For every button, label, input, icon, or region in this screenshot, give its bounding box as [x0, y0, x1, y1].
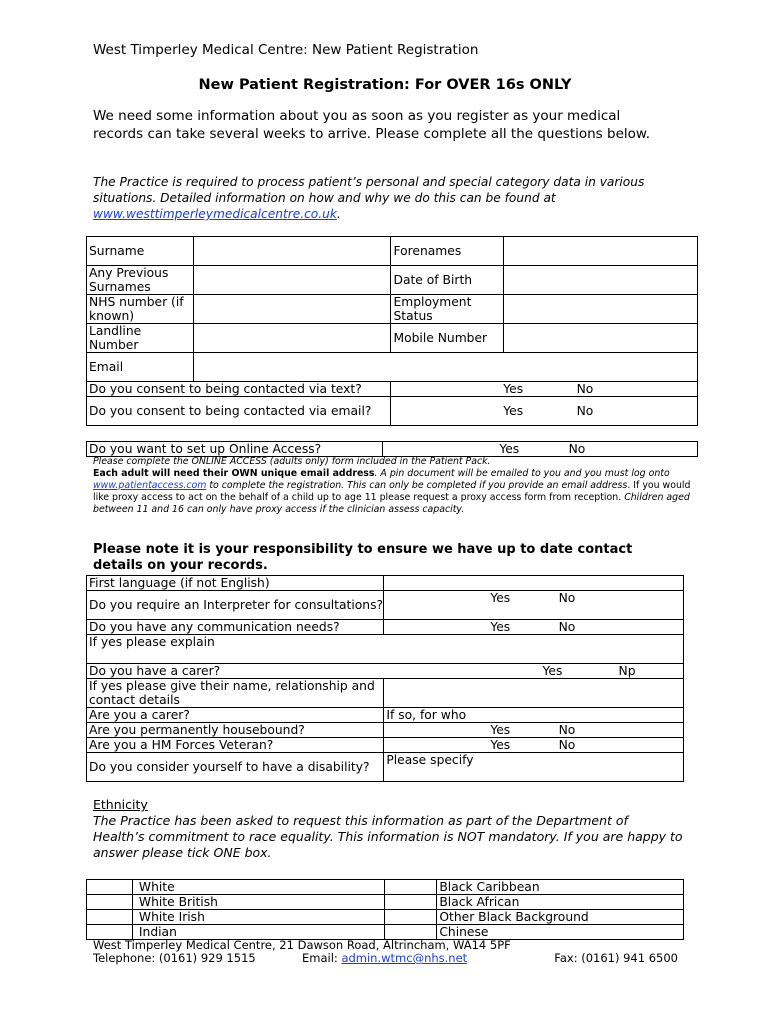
- nhs-number-field[interactable]: [193, 295, 391, 324]
- footer-email: [302, 952, 467, 965]
- consent-email-no[interactable]: No: [576, 404, 594, 418]
- carer-details-field[interactable]: [384, 679, 684, 708]
- privacy-end: .: [336, 207, 341, 221]
- housebound-yes[interactable]: Yes: [490, 723, 511, 737]
- needs-table: [86, 575, 684, 782]
- forenames-field[interactable]: [504, 237, 698, 266]
- page-footer: [93, 939, 678, 965]
- ethnicity-option: Chinese: [437, 925, 684, 940]
- online-access-options: [383, 442, 698, 457]
- communication-explain[interactable]: If yes please explain: [87, 635, 684, 664]
- footer-fax: Fax: (0161) 941 6500: [554, 951, 678, 965]
- housebound-question: Are you permanently housebound?: [87, 723, 384, 738]
- carer-for-who[interactable]: If so, for who: [384, 708, 684, 723]
- consent-email-yes[interactable]: Yes: [503, 404, 524, 418]
- page-header: West Timperley Medical Centre: New Patient Registration: [93, 42, 479, 58]
- veteran-question: Are you a HM Forces Veteran?: [87, 738, 384, 753]
- housebound-no[interactable]: No: [558, 723, 576, 737]
- carer-question-row: [87, 664, 684, 679]
- ethnicity-option: White British: [132, 895, 385, 910]
- ethnicity-option: White: [132, 880, 385, 895]
- email-field[interactable]: [193, 353, 697, 382]
- communication-question: Do you have any communication needs?: [87, 620, 384, 635]
- ethnicity-checkbox[interactable]: [385, 880, 437, 895]
- online-info-line2b: to complete the registration. This can only be completed if you provide an email address: [206, 480, 628, 491]
- online-access-no[interactable]: No: [568, 442, 586, 456]
- housebound-options: [384, 723, 684, 738]
- communication-options: [384, 620, 684, 635]
- patient-access-link[interactable]: www.patientaccess.com: [93, 480, 207, 491]
- forenames-label: Forenames: [391, 237, 504, 266]
- surname-field[interactable]: [193, 237, 391, 266]
- online-info-line3a: . If you would like proxy access to act on the behalf of a child up to age 11 please request a proxy access form from reception.: [93, 480, 691, 503]
- ethnicity-option: Other Black Background: [437, 910, 684, 925]
- ethnicity-checkbox[interactable]: [87, 910, 133, 925]
- previous-surnames-field[interactable]: [193, 266, 391, 295]
- interpreter-no[interactable]: No: [558, 591, 576, 605]
- ethnicity-option: White Irish: [132, 910, 385, 925]
- ethnicity-option: Indian: [132, 925, 385, 940]
- consent-email-question: Do you consent to being contacted via email?: [87, 397, 391, 426]
- consent-text-options: [391, 382, 698, 397]
- online-access-table: [86, 441, 698, 457]
- ethnicity-text: The Practice has been asked to request this information as part of the Department of Health’s commitment to race equality. This information is NOT mandatory. If you are happy to answer please tick ONE box.: [93, 813, 683, 860]
- online-access-yes[interactable]: Yes: [499, 442, 520, 456]
- landline-field[interactable]: [193, 324, 391, 353]
- footer-email-label: Email:: [302, 951, 342, 965]
- ethnicity-checkbox[interactable]: [385, 895, 437, 910]
- mobile-field[interactable]: [504, 324, 698, 353]
- carer-question: Do you have a carer?: [89, 664, 221, 678]
- footer-contact: [93, 952, 678, 965]
- privacy-notice: [93, 174, 673, 222]
- veteran-no[interactable]: No: [558, 738, 576, 752]
- form-title: New Patient Registration: For OVER 16s ONLY: [198, 77, 572, 93]
- carer-details-label: If yes please give their name, relationship and contact details: [87, 679, 384, 708]
- consent-text-question: Do you consent to being contacted via text?: [87, 382, 391, 397]
- consent-text-yes[interactable]: Yes: [503, 382, 524, 396]
- interpreter-yes[interactable]: Yes: [490, 591, 511, 605]
- ethnicity-option: Black African: [437, 895, 684, 910]
- communication-yes[interactable]: Yes: [490, 620, 511, 634]
- consent-table: [86, 381, 698, 426]
- online-info-line2a: . A pin document will be emailed to you and you must log onto: [374, 468, 670, 479]
- disability-specify[interactable]: Please specify: [384, 753, 684, 782]
- online-info-line3b: Children aged between 11 and 16 can only have proxy access if the clinician assess capacity.: [93, 492, 690, 515]
- interpreter-question: Do you require an Interpreter for consultations?: [87, 591, 384, 620]
- communication-no[interactable]: No: [558, 620, 576, 634]
- ethnicity-checkbox[interactable]: [87, 880, 133, 895]
- mobile-label: Mobile Number: [391, 324, 504, 353]
- intro-text: We need some information about you as soon as you register as your medical records can take several weeks to arrive. Please complete all the questions below.: [93, 108, 650, 142]
- footer-email-link[interactable]: admin.wtmc@nhs.net: [341, 951, 468, 965]
- carer-no[interactable]: Np: [618, 664, 636, 678]
- ethnicity-table: [86, 879, 684, 940]
- carer-yes[interactable]: Yes: [542, 664, 563, 678]
- consent-email-options: [391, 397, 698, 426]
- email-label: Email: [87, 353, 194, 382]
- online-access-question: Do you want to set up Online Access?: [87, 442, 383, 457]
- personal-details-table: [86, 236, 698, 382]
- footer-phone: Telephone: (0161) 929 1515: [93, 951, 256, 965]
- privacy-text: The Practice is required to process patient’s personal and special category data in various situations. Detailed information on how and why we do this can be found at: [93, 175, 645, 205]
- employment-field[interactable]: [504, 295, 698, 324]
- ethnicity-checkbox[interactable]: [87, 895, 133, 910]
- surname-label: Surname: [87, 237, 194, 266]
- responsibility-note: Please note it is your responsibility to ensure we have up to date contact details on your records.: [93, 542, 633, 573]
- disability-question: Do you consider yourself to have a disability?: [87, 753, 384, 782]
- first-language-field[interactable]: [384, 576, 684, 591]
- dob-label: Date of Birth: [391, 266, 504, 295]
- ethnicity-checkbox[interactable]: [385, 910, 437, 925]
- veteran-options: [384, 738, 684, 753]
- nhs-number-label: NHS number (if known): [87, 295, 194, 324]
- first-language-label: First language (if not English): [87, 576, 384, 591]
- website-link[interactable]: www.westtimperleymedicalcentre.co.uk: [93, 207, 337, 221]
- ethnicity-option: Black Caribbean: [437, 880, 684, 895]
- interpreter-options: [384, 591, 684, 620]
- online-access-info: [93, 456, 693, 516]
- dob-field[interactable]: [504, 266, 698, 295]
- online-info-line1: Please complete the ONLINE ACCESS (adults only) form included in the Patient Pack.: [93, 456, 491, 467]
- veteran-yes[interactable]: Yes: [490, 738, 511, 752]
- previous-surnames-label: Any Previous Surnames: [87, 266, 194, 295]
- online-info-bold: Each adult will need their OWN unique email address: [93, 468, 375, 479]
- are-you-carer-question: Are you a carer?: [87, 708, 384, 723]
- employment-label: Employment Status: [391, 295, 504, 324]
- ethnicity-heading: Ethnicity: [93, 797, 148, 812]
- footer-address: West Timperley Medical Centre, 21 Dawson Road, Altrincham, WA14 5PF: [93, 938, 511, 952]
- landline-label: Landline Number: [87, 324, 194, 353]
- consent-text-no[interactable]: No: [576, 382, 594, 396]
